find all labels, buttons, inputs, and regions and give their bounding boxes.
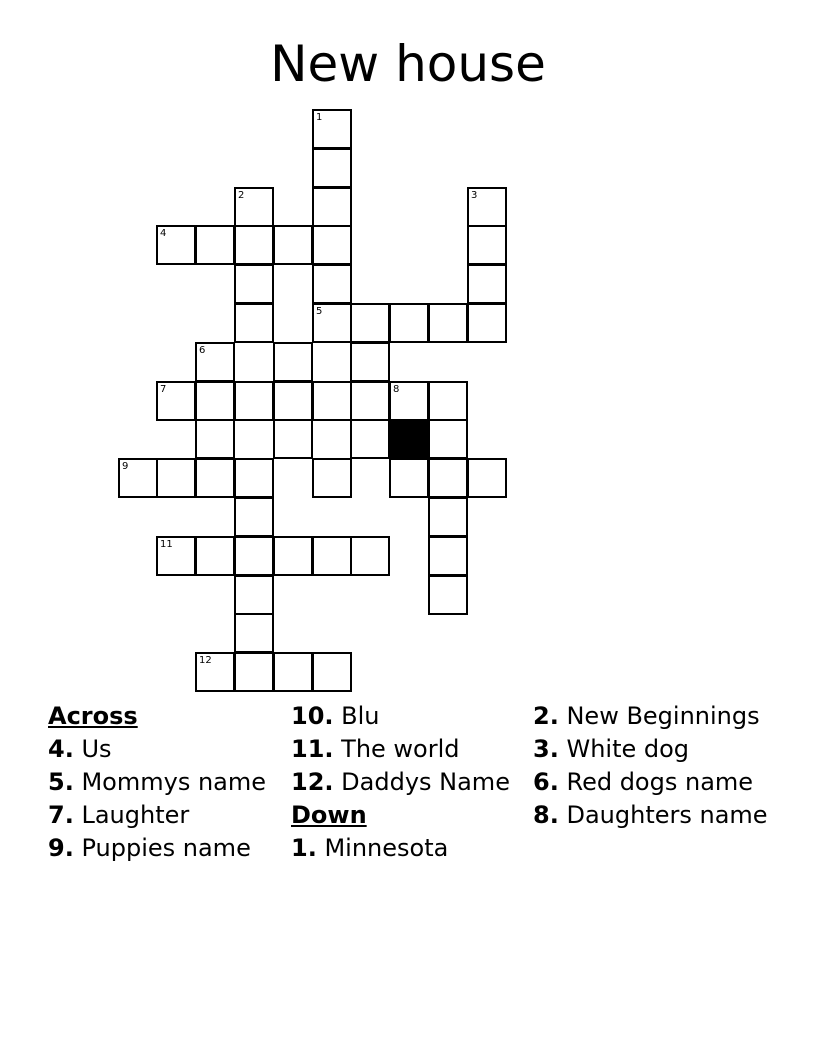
grid-cell[interactable] [234,458,274,498]
grid-cell[interactable] [273,652,313,692]
grid-cell[interactable] [312,652,352,692]
grid-cell[interactable] [234,225,274,265]
black-cell [389,419,429,459]
clue-across-10: 10. Blu [291,702,380,730]
grid-cell[interactable] [350,419,390,459]
grid-cell[interactable] [312,148,352,188]
grid-cell[interactable] [428,458,468,498]
clue-number: 3 [471,190,478,201]
clue-across-9: 9. Puppies name [48,834,251,862]
grid-cell[interactable] [234,303,274,343]
grid-cell[interactable] [273,381,313,421]
grid-cell[interactable] [312,264,352,304]
grid-cell[interactable] [312,303,352,343]
grid-cell[interactable] [234,575,274,615]
grid-cell[interactable] [195,536,235,576]
grid-cell[interactable] [428,536,468,576]
grid-cell[interactable] [273,536,313,576]
puzzle-title: New house [270,35,546,93]
grid-cell[interactable] [156,458,196,498]
grid-cell[interactable] [467,225,507,265]
clue-down-3: 3. White dog [533,735,690,763]
clue-across-4: 4. Us [48,735,112,763]
grid-cell[interactable] [195,225,235,265]
grid-cell[interactable] [195,419,235,459]
grid-cell[interactable] [195,458,235,498]
grid-cell[interactable] [312,187,352,227]
clue-across-12: 12. Daddys Name [291,768,510,796]
grid-cell[interactable] [389,458,429,498]
clue-across-7: 7. Laughter [48,801,190,829]
grid-cell[interactable] [156,536,196,576]
grid-cell[interactable] [234,497,274,537]
grid-cell[interactable] [350,342,390,382]
grid-cell[interactable] [467,264,507,304]
grid-cell[interactable] [428,381,468,421]
clue-down-6: 6. Red dogs name [533,768,754,796]
clue-number: 6 [199,345,206,356]
clue-number: 11 [160,539,173,550]
clue-column-3 [533,702,773,834]
grid-cell[interactable] [273,419,313,459]
clue-across-5: 5. Mommys name [48,768,267,796]
grid-cell[interactable] [428,419,468,459]
grid-cell[interactable] [312,458,352,498]
grid-cell[interactable] [273,225,313,265]
clue-column-2 [291,702,531,867]
grid-cell[interactable] [234,187,274,227]
grid-cell[interactable] [195,342,235,382]
clue-down-8: 8. Daughters name [533,801,768,829]
grid-cell[interactable] [312,381,352,421]
clue-across-11: 11. The world [291,735,460,763]
grid-cell[interactable] [156,381,196,421]
grid-cell[interactable] [234,381,274,421]
grid-cell[interactable] [118,458,158,498]
grid-cell[interactable] [467,458,507,498]
down-heading: Down [291,801,367,829]
clue-number: 1 [316,112,323,123]
clue-number: 7 [160,384,167,395]
grid-cell[interactable] [234,652,274,692]
across-heading: Across [48,702,138,730]
grid-cell[interactable] [234,613,274,653]
grid-cell[interactable] [273,342,313,382]
clue-down-1: 1. Minnesota [291,834,449,862]
clue-number: 2 [238,190,245,201]
grid-cell[interactable] [312,109,352,149]
clue-number: 8 [393,384,400,395]
grid-cell[interactable] [467,303,507,343]
grid-cell[interactable] [195,381,235,421]
grid-cell[interactable] [428,303,468,343]
grid-cell[interactable] [156,225,196,265]
grid-cell[interactable] [428,575,468,615]
grid-cell[interactable] [312,225,352,265]
grid-cell[interactable] [234,536,274,576]
clue-number: 12 [199,655,212,666]
grid-cell[interactable] [467,187,507,227]
clue-number: 5 [316,306,323,317]
grid-cell[interactable] [428,497,468,537]
clue-number: 9 [122,461,129,472]
clue-down-2: 2. New Beginnings [533,702,760,730]
grid-cell[interactable] [195,652,235,692]
grid-cell[interactable] [389,303,429,343]
clue-column-1 [48,702,288,867]
grid-cell[interactable] [234,264,274,304]
grid-cell[interactable] [389,381,429,421]
clue-number: 4 [160,228,167,239]
grid-cell[interactable] [350,381,390,421]
grid-cell[interactable] [350,536,390,576]
grid-cell[interactable] [312,536,352,576]
grid-cell[interactable] [350,303,390,343]
